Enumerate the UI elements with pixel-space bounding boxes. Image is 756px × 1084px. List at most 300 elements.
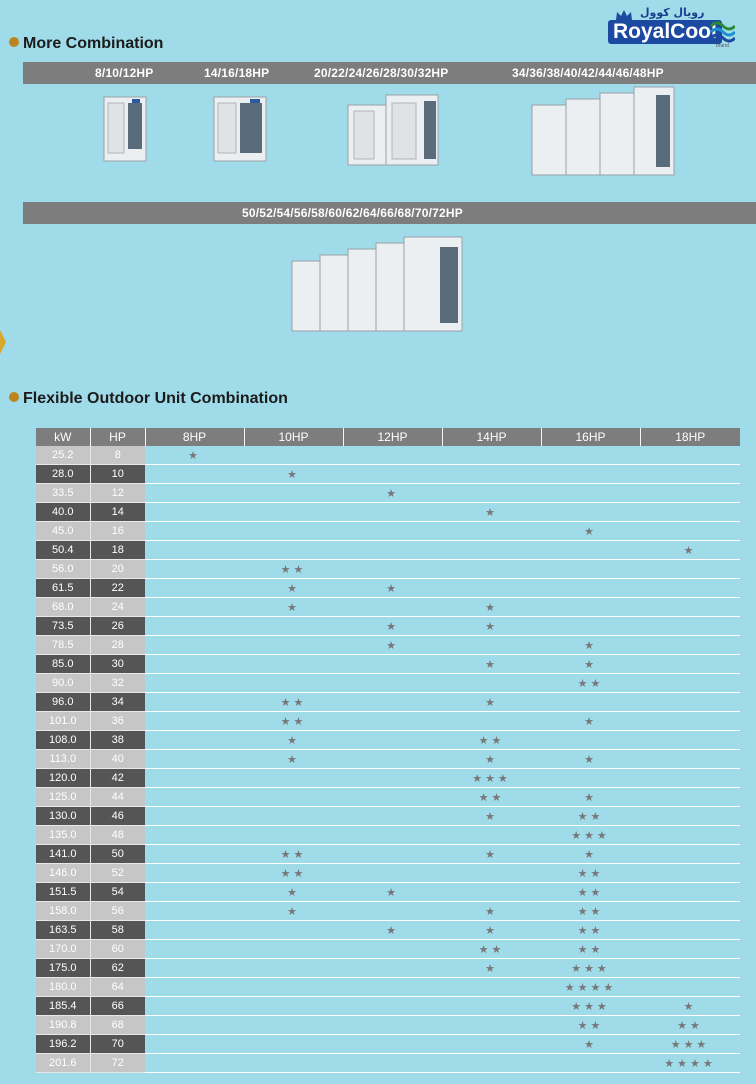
kw-cell: 56.0 bbox=[36, 560, 90, 579]
bullet-icon bbox=[9, 37, 19, 47]
empty-cell bbox=[145, 541, 244, 560]
star-count-cell: ★ bbox=[541, 712, 640, 731]
empty-cell bbox=[640, 750, 740, 769]
hp-cell: 38 bbox=[90, 731, 145, 750]
hp-cell: 32 bbox=[90, 674, 145, 693]
empty-cell bbox=[244, 617, 343, 636]
star-count-cell: ★ bbox=[442, 921, 541, 940]
empty-cell bbox=[442, 1016, 541, 1035]
star-count-cell: ★★★★ bbox=[640, 1054, 740, 1073]
empty-cell bbox=[343, 522, 442, 541]
empty-cell bbox=[244, 788, 343, 807]
star-count-cell: ★ bbox=[442, 655, 541, 674]
star-count-cell: ★★ bbox=[541, 883, 640, 902]
hp-cell: 12 bbox=[90, 484, 145, 503]
star-count-cell: ★ bbox=[343, 883, 442, 902]
hp-cell: 48 bbox=[90, 826, 145, 845]
hp-cell: 10 bbox=[90, 465, 145, 484]
star-count-cell: ★ bbox=[244, 750, 343, 769]
star-count-cell: ★ bbox=[442, 959, 541, 978]
star-count-cell: ★★ bbox=[541, 1016, 640, 1035]
empty-cell bbox=[640, 655, 740, 674]
empty-cell bbox=[145, 465, 244, 484]
empty-cell bbox=[343, 503, 442, 522]
table-row bbox=[36, 864, 740, 883]
flexible-combination-title-text: Flexible Outdoor Unit Combination bbox=[23, 390, 288, 407]
logo-arabic-text: رويال كوول bbox=[640, 6, 705, 19]
kw-cell: 113.0 bbox=[36, 750, 90, 769]
bullet-icon bbox=[9, 392, 19, 402]
outdoor-unit-image-2 bbox=[210, 95, 270, 165]
star-count-cell: ★★ bbox=[541, 864, 640, 883]
empty-cell bbox=[442, 522, 541, 541]
empty-cell bbox=[145, 864, 244, 883]
table-row bbox=[36, 522, 740, 541]
empty-cell bbox=[541, 503, 640, 522]
empty-cell bbox=[541, 465, 640, 484]
star-count-cell: ★★ bbox=[541, 902, 640, 921]
kw-cell: 40.0 bbox=[36, 503, 90, 522]
empty-cell bbox=[640, 484, 740, 503]
hp-cell: 18 bbox=[90, 541, 145, 560]
empty-cell bbox=[640, 636, 740, 655]
kw-cell: 158.0 bbox=[36, 902, 90, 921]
empty-cell bbox=[442, 978, 541, 997]
hp-cell: 36 bbox=[90, 712, 145, 731]
empty-cell bbox=[442, 560, 541, 579]
kw-cell: 25.2 bbox=[36, 446, 90, 465]
empty-cell bbox=[640, 522, 740, 541]
empty-cell bbox=[640, 845, 740, 864]
table-row bbox=[36, 560, 740, 579]
empty-cell bbox=[145, 636, 244, 655]
empty-cell bbox=[343, 731, 442, 750]
hp-cell: 58 bbox=[90, 921, 145, 940]
kw-cell: 50.4 bbox=[36, 541, 90, 560]
table-row bbox=[36, 674, 740, 693]
table-row bbox=[36, 1016, 740, 1035]
hp-cell: 8 bbox=[90, 446, 145, 465]
star-count-cell: ★ bbox=[442, 750, 541, 769]
empty-cell bbox=[640, 788, 740, 807]
kw-cell: 45.0 bbox=[36, 522, 90, 541]
logo-tagline: brand bbox=[716, 43, 729, 49]
empty-cell bbox=[244, 940, 343, 959]
empty-cell bbox=[343, 1054, 442, 1073]
hp-cell: 24 bbox=[90, 598, 145, 617]
kw-cell: 141.0 bbox=[36, 845, 90, 864]
star-count-cell: ★ bbox=[343, 617, 442, 636]
combo-label-1: 8/10/12HP bbox=[95, 66, 154, 80]
side-tab-marker bbox=[0, 330, 6, 354]
star-count-cell: ★★ bbox=[442, 731, 541, 750]
kw-cell: 108.0 bbox=[36, 731, 90, 750]
star-count-cell: ★★ bbox=[244, 560, 343, 579]
empty-cell bbox=[145, 750, 244, 769]
hp-cell: 52 bbox=[90, 864, 145, 883]
header-hp: HP bbox=[90, 428, 145, 446]
empty-cell bbox=[442, 541, 541, 560]
empty-cell bbox=[145, 617, 244, 636]
combination-band-2 bbox=[23, 202, 756, 224]
combo-label-2: 14/16/18HP bbox=[204, 66, 270, 80]
hp-cell: 70 bbox=[90, 1035, 145, 1054]
empty-cell bbox=[541, 484, 640, 503]
empty-cell bbox=[145, 1016, 244, 1035]
royalcool-logo bbox=[608, 6, 732, 48]
star-count-cell: ★ bbox=[343, 484, 442, 503]
empty-cell bbox=[145, 712, 244, 731]
header-18hp: 18HP bbox=[640, 428, 740, 446]
star-count-cell: ★ bbox=[244, 579, 343, 598]
empty-cell bbox=[640, 712, 740, 731]
kw-cell: 73.5 bbox=[36, 617, 90, 636]
empty-cell bbox=[541, 617, 640, 636]
kw-cell: 190.8 bbox=[36, 1016, 90, 1035]
empty-cell bbox=[343, 788, 442, 807]
table-row bbox=[36, 750, 740, 769]
table-row bbox=[36, 731, 740, 750]
empty-cell bbox=[343, 693, 442, 712]
hp-cell: 42 bbox=[90, 769, 145, 788]
hp-cell: 22 bbox=[90, 579, 145, 598]
star-count-cell: ★★★ bbox=[442, 769, 541, 788]
header-10hp: 10HP bbox=[244, 428, 343, 446]
empty-cell bbox=[145, 484, 244, 503]
combination-band-1 bbox=[23, 62, 756, 84]
empty-cell bbox=[145, 579, 244, 598]
empty-cell bbox=[541, 579, 640, 598]
empty-cell bbox=[145, 921, 244, 940]
empty-cell bbox=[541, 693, 640, 712]
empty-cell bbox=[244, 541, 343, 560]
empty-cell bbox=[343, 940, 442, 959]
empty-cell bbox=[343, 978, 442, 997]
wave-icon bbox=[709, 20, 735, 44]
empty-cell bbox=[145, 959, 244, 978]
hp-cell: 62 bbox=[90, 959, 145, 978]
empty-cell bbox=[442, 1054, 541, 1073]
hp-cell: 34 bbox=[90, 693, 145, 712]
empty-cell bbox=[442, 579, 541, 598]
hp-cell: 44 bbox=[90, 788, 145, 807]
empty-cell bbox=[244, 959, 343, 978]
table-row bbox=[36, 959, 740, 978]
logo-brand-text: RoyalCool bbox=[608, 20, 722, 44]
hp-cell: 14 bbox=[90, 503, 145, 522]
empty-cell bbox=[541, 1054, 640, 1073]
empty-cell bbox=[244, 997, 343, 1016]
empty-cell bbox=[244, 769, 343, 788]
empty-cell bbox=[640, 883, 740, 902]
empty-cell bbox=[145, 1054, 244, 1073]
star-count-cell: ★ bbox=[541, 845, 640, 864]
header-kw: kW bbox=[36, 428, 90, 446]
empty-cell bbox=[640, 807, 740, 826]
empty-cell bbox=[442, 465, 541, 484]
empty-cell bbox=[343, 465, 442, 484]
empty-cell bbox=[640, 769, 740, 788]
star-count-cell: ★ bbox=[541, 655, 640, 674]
star-count-cell: ★★ bbox=[541, 807, 640, 826]
empty-cell bbox=[244, 807, 343, 826]
star-count-cell: ★ bbox=[244, 598, 343, 617]
empty-cell bbox=[442, 674, 541, 693]
table-row bbox=[36, 598, 740, 617]
empty-cell bbox=[244, 446, 343, 465]
empty-cell bbox=[145, 598, 244, 617]
table-row bbox=[36, 655, 740, 674]
empty-cell bbox=[343, 674, 442, 693]
empty-cell bbox=[343, 769, 442, 788]
empty-cell bbox=[145, 788, 244, 807]
kw-cell: 101.0 bbox=[36, 712, 90, 731]
empty-cell bbox=[343, 826, 442, 845]
empty-cell bbox=[442, 636, 541, 655]
kw-cell: 130.0 bbox=[36, 807, 90, 826]
empty-cell bbox=[244, 921, 343, 940]
kw-cell: 85.0 bbox=[36, 655, 90, 674]
combination-table-body bbox=[36, 446, 740, 1073]
empty-cell bbox=[145, 655, 244, 674]
empty-cell bbox=[640, 617, 740, 636]
empty-cell bbox=[244, 522, 343, 541]
star-count-cell: ★ bbox=[244, 465, 343, 484]
star-count-cell: ★★ bbox=[244, 864, 343, 883]
empty-cell bbox=[640, 921, 740, 940]
kw-cell: 185.4 bbox=[36, 997, 90, 1016]
star-count-cell: ★ bbox=[442, 845, 541, 864]
star-count-cell: ★★★★ bbox=[541, 978, 640, 997]
empty-cell bbox=[640, 465, 740, 484]
empty-cell bbox=[343, 541, 442, 560]
star-count-cell: ★ bbox=[541, 636, 640, 655]
empty-cell bbox=[442, 864, 541, 883]
empty-cell bbox=[244, 1035, 343, 1054]
star-count-cell: ★★ bbox=[442, 940, 541, 959]
hp-cell: 30 bbox=[90, 655, 145, 674]
table-row bbox=[36, 845, 740, 864]
table-row bbox=[36, 446, 740, 465]
empty-cell bbox=[640, 446, 740, 465]
empty-cell bbox=[442, 1035, 541, 1054]
hp-cell: 60 bbox=[90, 940, 145, 959]
empty-cell bbox=[145, 522, 244, 541]
empty-cell bbox=[145, 693, 244, 712]
empty-cell bbox=[343, 750, 442, 769]
empty-cell bbox=[541, 769, 640, 788]
combo-label-3: 20/22/24/26/28/30/32HP bbox=[314, 66, 449, 80]
table-row bbox=[36, 636, 740, 655]
hp-cell: 20 bbox=[90, 560, 145, 579]
star-count-cell: ★ bbox=[343, 579, 442, 598]
hp-cell: 68 bbox=[90, 1016, 145, 1035]
star-count-cell: ★ bbox=[145, 446, 244, 465]
empty-cell bbox=[244, 826, 343, 845]
outdoor-unit-image-5 bbox=[290, 235, 466, 335]
empty-cell bbox=[343, 864, 442, 883]
star-count-cell: ★ bbox=[244, 883, 343, 902]
empty-cell bbox=[244, 655, 343, 674]
empty-cell bbox=[145, 1035, 244, 1054]
hp-cell: 26 bbox=[90, 617, 145, 636]
empty-cell bbox=[640, 579, 740, 598]
empty-cell bbox=[343, 959, 442, 978]
star-count-cell: ★ bbox=[442, 807, 541, 826]
empty-cell bbox=[640, 826, 740, 845]
table-row bbox=[36, 921, 740, 940]
empty-cell bbox=[145, 883, 244, 902]
empty-cell bbox=[442, 446, 541, 465]
hp-cell: 54 bbox=[90, 883, 145, 902]
star-count-cell: ★★ bbox=[244, 712, 343, 731]
kw-cell: 125.0 bbox=[36, 788, 90, 807]
empty-cell bbox=[244, 503, 343, 522]
empty-cell bbox=[541, 560, 640, 579]
empty-cell bbox=[244, 636, 343, 655]
empty-cell bbox=[244, 1054, 343, 1073]
star-count-cell: ★★★ bbox=[541, 826, 640, 845]
header-12hp: 12HP bbox=[343, 428, 442, 446]
empty-cell bbox=[442, 712, 541, 731]
empty-cell bbox=[343, 807, 442, 826]
empty-cell bbox=[640, 731, 740, 750]
hp-cell: 64 bbox=[90, 978, 145, 997]
empty-cell bbox=[442, 826, 541, 845]
table-row bbox=[36, 978, 740, 997]
combo-label-4: 34/36/38/40/42/44/46/48HP bbox=[512, 66, 664, 80]
table-row bbox=[36, 541, 740, 560]
star-count-cell: ★ bbox=[442, 503, 541, 522]
empty-cell bbox=[640, 864, 740, 883]
star-count-cell: ★★★ bbox=[640, 1035, 740, 1054]
empty-cell bbox=[541, 446, 640, 465]
table-row bbox=[36, 617, 740, 636]
star-count-cell: ★ bbox=[442, 598, 541, 617]
empty-cell bbox=[541, 598, 640, 617]
kw-cell: 180.0 bbox=[36, 978, 90, 997]
empty-cell bbox=[640, 674, 740, 693]
combo-label-5: 50/52/54/56/58/60/62/64/66/68/70/72HP bbox=[242, 206, 463, 220]
empty-cell bbox=[343, 1035, 442, 1054]
empty-cell bbox=[145, 503, 244, 522]
more-combination-title bbox=[9, 35, 163, 53]
empty-cell bbox=[145, 560, 244, 579]
header-8hp: 8HP bbox=[145, 428, 244, 446]
empty-cell bbox=[640, 693, 740, 712]
star-count-cell: ★★★ bbox=[541, 997, 640, 1016]
flexible-combination-title bbox=[9, 390, 288, 408]
empty-cell bbox=[145, 807, 244, 826]
kw-cell: 196.2 bbox=[36, 1035, 90, 1054]
hp-cell: 40 bbox=[90, 750, 145, 769]
kw-cell: 96.0 bbox=[36, 693, 90, 712]
hp-cell: 72 bbox=[90, 1054, 145, 1073]
table-row bbox=[36, 807, 740, 826]
kw-cell: 151.5 bbox=[36, 883, 90, 902]
empty-cell bbox=[640, 503, 740, 522]
empty-cell bbox=[640, 959, 740, 978]
hp-cell: 66 bbox=[90, 997, 145, 1016]
header-14hp: 14HP bbox=[442, 428, 541, 446]
empty-cell bbox=[343, 598, 442, 617]
kw-cell: 28.0 bbox=[36, 465, 90, 484]
empty-cell bbox=[541, 541, 640, 560]
empty-cell bbox=[244, 674, 343, 693]
star-count-cell: ★ bbox=[343, 921, 442, 940]
table-row bbox=[36, 712, 740, 731]
kw-cell: 68.0 bbox=[36, 598, 90, 617]
empty-cell bbox=[145, 978, 244, 997]
outdoor-unit-image-3 bbox=[346, 93, 442, 169]
star-count-cell: ★ bbox=[541, 522, 640, 541]
empty-cell bbox=[640, 902, 740, 921]
empty-cell bbox=[343, 997, 442, 1016]
empty-cell bbox=[343, 655, 442, 674]
star-count-cell: ★ bbox=[640, 541, 740, 560]
star-count-cell: ★★ bbox=[640, 1016, 740, 1035]
star-count-cell: ★ bbox=[541, 750, 640, 769]
table-row bbox=[36, 940, 740, 959]
empty-cell bbox=[343, 560, 442, 579]
empty-cell bbox=[145, 997, 244, 1016]
empty-cell bbox=[343, 845, 442, 864]
star-count-cell: ★★★ bbox=[541, 959, 640, 978]
empty-cell bbox=[343, 446, 442, 465]
empty-cell bbox=[442, 883, 541, 902]
star-count-cell: ★ bbox=[541, 1035, 640, 1054]
outdoor-unit-image-1 bbox=[100, 95, 150, 165]
empty-cell bbox=[640, 560, 740, 579]
kw-cell: 33.5 bbox=[36, 484, 90, 503]
empty-cell bbox=[244, 978, 343, 997]
star-count-cell: ★ bbox=[442, 617, 541, 636]
star-count-cell: ★ bbox=[244, 902, 343, 921]
empty-cell bbox=[244, 484, 343, 503]
star-count-cell: ★★ bbox=[541, 940, 640, 959]
table-row bbox=[36, 788, 740, 807]
empty-cell bbox=[244, 1016, 343, 1035]
hp-cell: 46 bbox=[90, 807, 145, 826]
hp-cell: 50 bbox=[90, 845, 145, 864]
table-row bbox=[36, 1054, 740, 1073]
star-count-cell: ★★ bbox=[244, 693, 343, 712]
header-16hp: 16HP bbox=[541, 428, 640, 446]
kw-cell: 61.5 bbox=[36, 579, 90, 598]
hp-cell: 56 bbox=[90, 902, 145, 921]
star-count-cell: ★ bbox=[640, 997, 740, 1016]
empty-cell bbox=[343, 902, 442, 921]
star-count-cell: ★ bbox=[244, 731, 343, 750]
star-count-cell: ★★ bbox=[541, 674, 640, 693]
table-row bbox=[36, 902, 740, 921]
empty-cell bbox=[145, 731, 244, 750]
table-row bbox=[36, 1035, 740, 1054]
star-count-cell: ★ bbox=[442, 902, 541, 921]
kw-cell: 120.0 bbox=[36, 769, 90, 788]
empty-cell bbox=[145, 769, 244, 788]
empty-cell bbox=[145, 940, 244, 959]
combination-table bbox=[36, 428, 740, 1073]
table-row bbox=[36, 484, 740, 503]
kw-cell: 90.0 bbox=[36, 674, 90, 693]
table-row bbox=[36, 693, 740, 712]
kw-cell: 170.0 bbox=[36, 940, 90, 959]
star-count-cell: ★★ bbox=[244, 845, 343, 864]
empty-cell bbox=[640, 978, 740, 997]
table-row bbox=[36, 579, 740, 598]
empty-cell bbox=[442, 484, 541, 503]
